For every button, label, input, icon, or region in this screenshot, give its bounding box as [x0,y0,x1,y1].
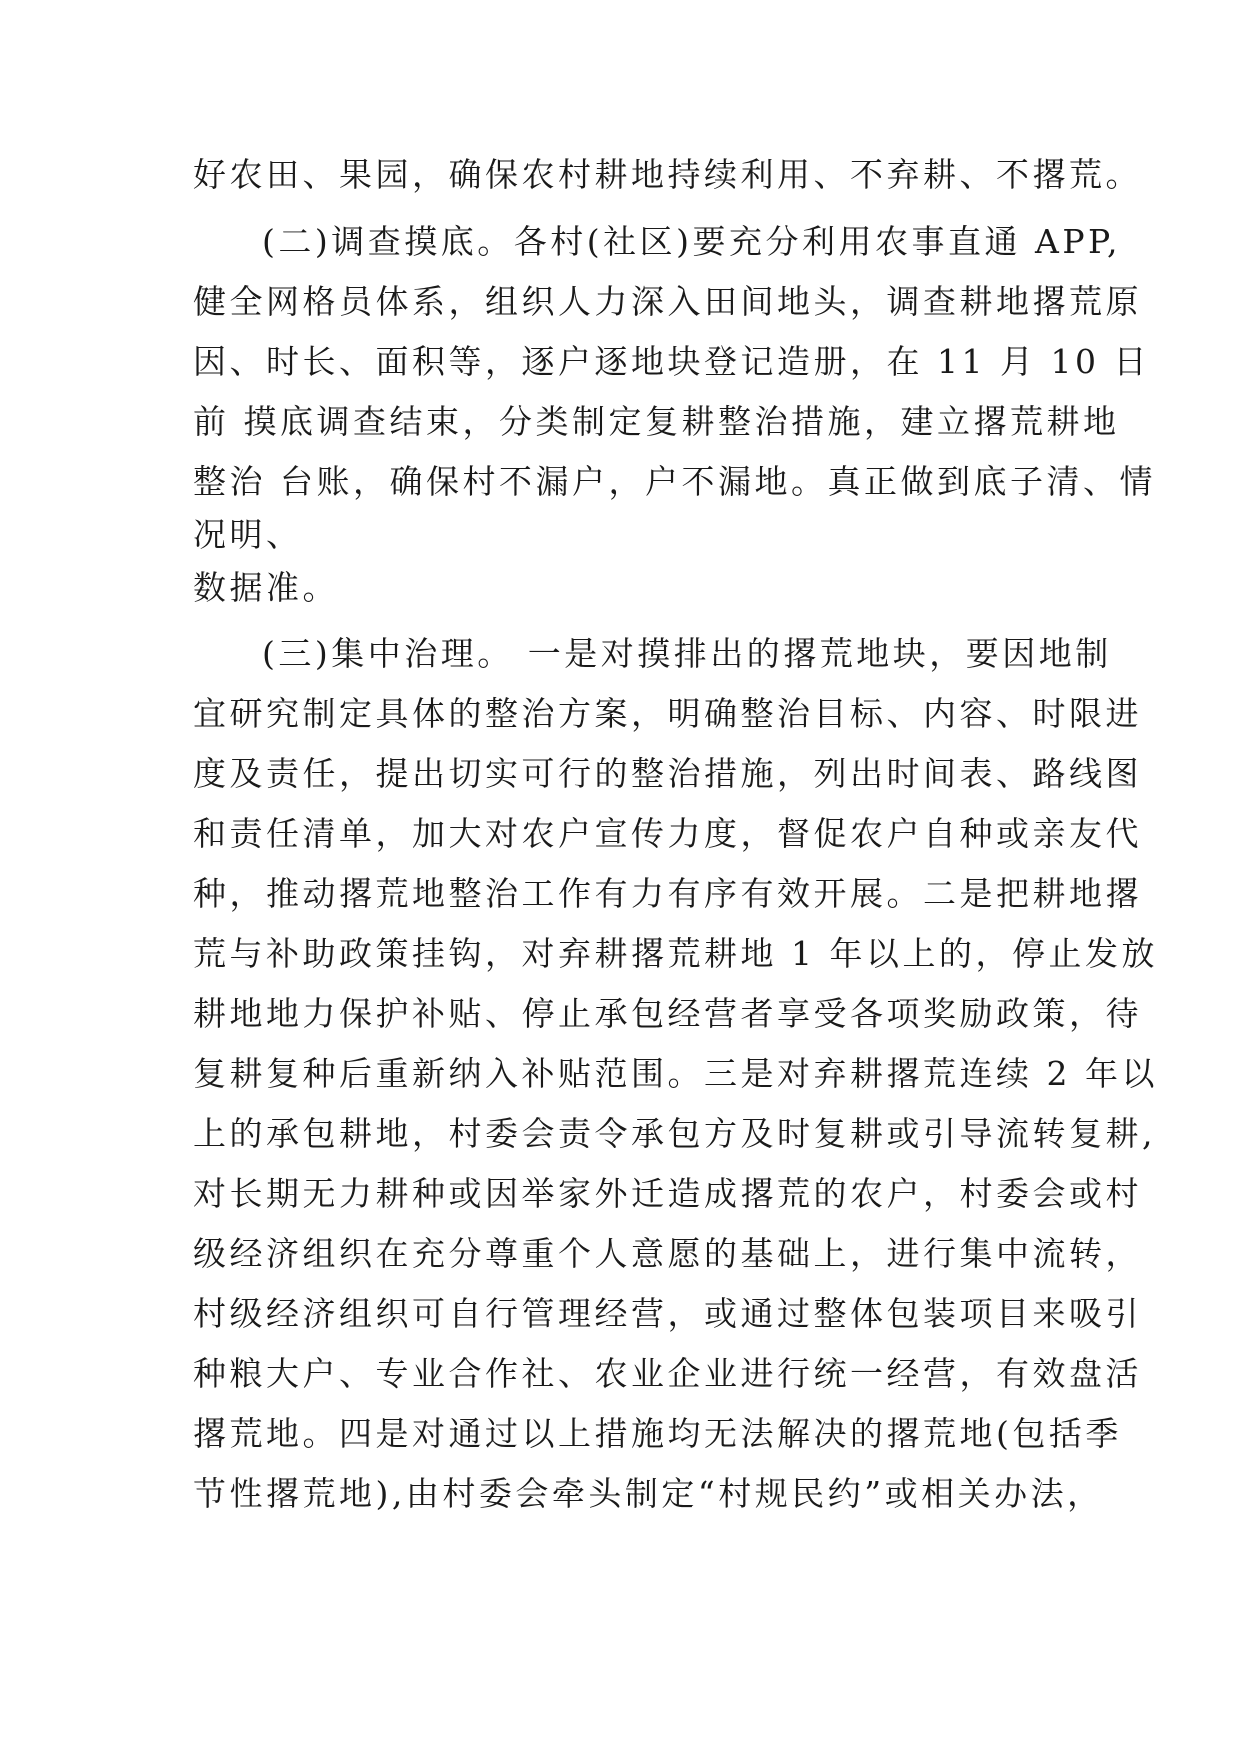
text-line: 好农田、果园，确保农村耕地持续利用、不弃耕、不撂荒。 [193,155,1142,194]
text-line: 健全网格员体系，组织人力深入田间地头，调查耕地撂荒原 [193,282,1142,321]
text-line: 复耕复种后重新纳入补贴范围。三是对弃耕撂荒连续 2 年以 [193,1054,1158,1093]
text-line: 况明、 [193,515,303,554]
text-line: 种粮大户、专业合作社、农业企业进行统一经营，有效盘活 [193,1354,1142,1393]
text-line: 上的承包耕地，村委会责令承包方及时复耕或引导流转复耕, [193,1114,1156,1153]
text-line: 种，推动撂荒地整治工作有力有序有效开展。二是把耕地撂 [193,874,1142,913]
text-line: 数据准。 [193,568,339,607]
text-line: 前 摸底调查结束，分类制定复耕整治措施，建立撂荒耕地 [193,402,1120,441]
text-line: (二)调查摸底。各村(社区)要充分利用农事直通 APP, [262,222,1122,261]
text-line: 和责任清单，加大对农户宣传力度，督促农户自种或亲友代 [193,814,1142,853]
text-line: (三)集中治理。 一是对摸排出的撂荒地块，要因地制 [262,634,1112,673]
text-line: 荒与补助政策挂钩，对弃耕撂荒耕地 1 年以上的，停止发放 [193,934,1158,973]
text-line: 度及责任，提出切实可行的整治措施，列出时间表、路线图 [193,754,1142,793]
text-line: 耕地地力保护补贴、停止承包经营者享受各项奖励政策，待 [193,994,1142,1033]
text-line: 撂荒地。四是对通过以上措施均无法解决的撂荒地(包括季 [193,1414,1122,1453]
text-line: 因、时长、面积等，逐户逐地块登记造册，在 11 月 10 日 [193,342,1150,381]
text-line: 级经济组织在充分尊重个人意愿的基础上，进行集中流转， [193,1234,1142,1273]
text-line: 对长期无力耕种或因举家外迁造成撂荒的农户，村委会或村 [193,1174,1142,1213]
text-line: 宜研究制定具体的整治方案，明确整治目标、内容、时限进 [193,694,1142,733]
text-line: 村级经济组织可自行管理经营，或通过整体包装项目来吸引 [193,1294,1142,1333]
text-line: 节性撂荒地),由村委会牵头制定“村规民约”或相关办法， [193,1474,1104,1513]
text-line: 整治 台账，确保村不漏户，户不漏地。真正做到底子清、情 [193,462,1156,501]
